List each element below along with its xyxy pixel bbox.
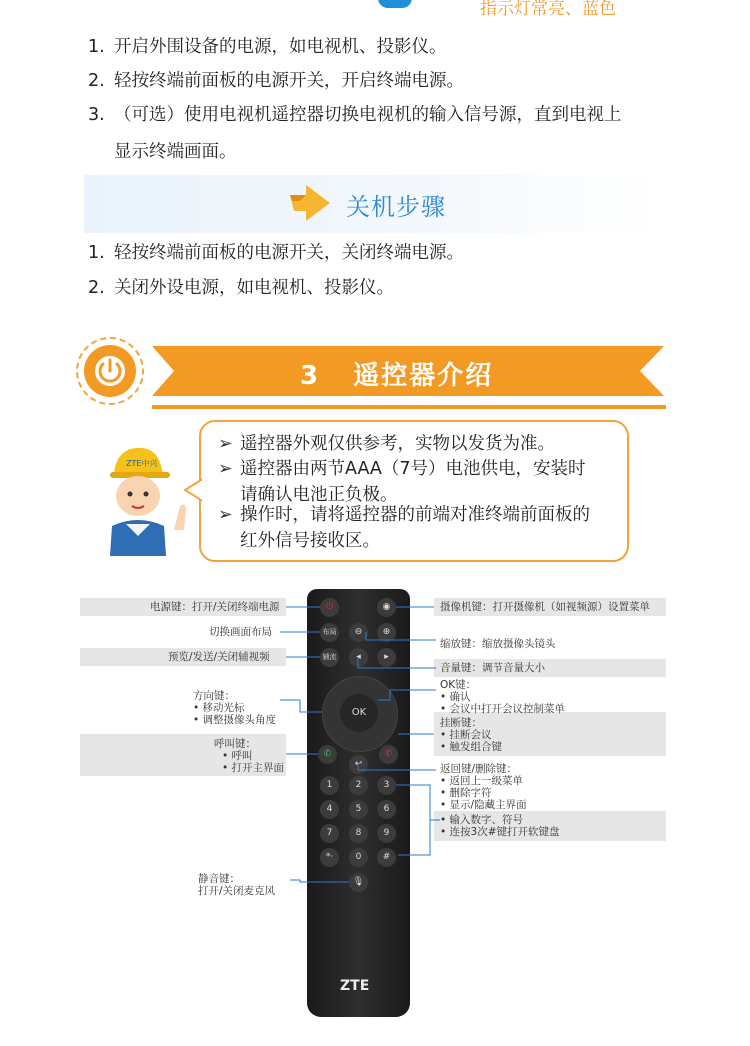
label-volume: 音量键：调节音量大小	[440, 662, 545, 674]
volume-up-button[interactable]: ▸	[377, 648, 396, 667]
label-direction-item: • 移动光标	[193, 702, 245, 714]
startup-step-3: 3. （可选）使用电视机遥控器切换电视机的输入信号源，直到电视上	[88, 105, 622, 125]
label-ok-title: OK键：	[440, 679, 477, 691]
label-call-item: • 呼叫	[222, 750, 253, 762]
chapter-title: 3 遥控器介绍	[300, 361, 494, 391]
digit-6-button[interactable]: 6	[377, 800, 396, 819]
shutdown-step-1: 1. 轻按终端前面板的电源开关，关闭终端电源。	[88, 243, 464, 263]
label-back-title: 返回键/删除键：	[440, 763, 518, 775]
digit-4-button[interactable]: 4	[320, 800, 339, 819]
top-partial-text: 指示灯常亮、蓝色	[480, 0, 616, 19]
digit-1-button[interactable]: 1	[320, 776, 339, 795]
volume-down-button[interactable]: ◂	[349, 648, 368, 667]
zoom-out-button[interactable]: ⊖	[349, 623, 368, 642]
startup-step-1: 1. 开启外围设备的电源，如电视机、投影仪。	[88, 37, 447, 57]
label-ok-item: • 确认	[440, 691, 471, 703]
digit-8-button[interactable]: 8	[349, 824, 368, 843]
star-button[interactable]: *·	[320, 848, 339, 867]
zoom-in-button[interactable]: ⊕	[377, 623, 396, 642]
label-back-item: • 返回上一级菜单	[440, 775, 524, 787]
shutdown-title: 关机步骤	[346, 193, 446, 221]
digit-2-button[interactable]: 2	[349, 776, 368, 795]
digit-5-button[interactable]: 5	[349, 800, 368, 819]
camera-button[interactable]: ◉	[377, 598, 396, 617]
mascot-cap-text: ZTE中兴	[126, 459, 158, 468]
remote-brand: ZTE	[340, 978, 370, 994]
label-zoom: 缩放键：缩放摄像头镜头	[440, 638, 556, 650]
shutdown-step-2: 2. 关闭外设电源，如电视机、投影仪。	[88, 278, 394, 298]
ok-button[interactable]: OK	[340, 694, 378, 732]
label-digit-item: • 连按3次#键打开软键盘	[440, 826, 560, 838]
note-3: ➢ 操作时，请将遥控器的前端对准终端前面板的	[218, 505, 590, 525]
note-3-cont: 红外信号接收区。	[240, 531, 380, 551]
digit-9-button[interactable]: 9	[377, 824, 396, 843]
back-button[interactable]: ↩	[349, 755, 368, 774]
label-hangup-item: • 触发组合键	[440, 741, 503, 753]
startup-step-3-cont: 显示终端画面。	[114, 142, 237, 162]
note-1: ➢ 遥控器外观仅供参考，实物以发货为准。	[218, 434, 555, 454]
label-ok-item: • 会议中打开会议控制菜单	[440, 703, 566, 715]
label-call-item: • 打开主界面	[222, 762, 285, 774]
hangup-button[interactable]: ✆	[379, 745, 398, 764]
label-hangup-item: • 挂断会议	[440, 729, 492, 741]
label-camera: 摄像机键：打开摄像机（如视频源）设置菜单	[440, 601, 650, 613]
layout-button[interactable]: 布局	[320, 623, 339, 642]
digit-0-button[interactable]: 0	[349, 848, 368, 867]
label-power: 电源键：打开/关闭终端电源	[150, 601, 280, 613]
label-back-item: • 删除字符	[440, 787, 492, 799]
label-mute-item: 打开/关闭麦克风	[198, 885, 276, 897]
label-layout: 切换画面布局	[209, 626, 272, 638]
label-call-title: 呼叫键：	[214, 738, 256, 750]
mute-button[interactable]: 🎙	[349, 873, 368, 892]
label-mute-title: 静音键：	[198, 873, 240, 885]
note-2-cont: 请确认电池正负极。	[240, 485, 398, 505]
startup-step-2: 2. 轻按终端前面板的电源开关，开启终端电源。	[88, 71, 464, 91]
digit-7-button[interactable]: 7	[320, 824, 339, 843]
label-hangup-title: 挂断键：	[440, 717, 482, 729]
power-button[interactable]: ⏻	[320, 598, 339, 617]
note-2: ➢ 遥控器由两节AAA（7号）电池供电，安装时	[218, 459, 586, 479]
hash-button[interactable]: #	[377, 848, 396, 867]
digit-3-button[interactable]: 3	[377, 776, 396, 795]
label-direction-title: 方向键：	[193, 690, 235, 702]
label-direction-item: • 调整摄像头角度	[193, 714, 277, 726]
preview-button[interactable]: 辅流	[320, 648, 339, 667]
label-back-item: • 显示/隐藏主界面	[440, 799, 527, 811]
label-preview: 预览/发送/关闭辅视频	[168, 651, 270, 663]
call-button[interactable]: ✆	[318, 745, 337, 764]
label-digit-item: • 输入数字、符号	[440, 814, 524, 826]
